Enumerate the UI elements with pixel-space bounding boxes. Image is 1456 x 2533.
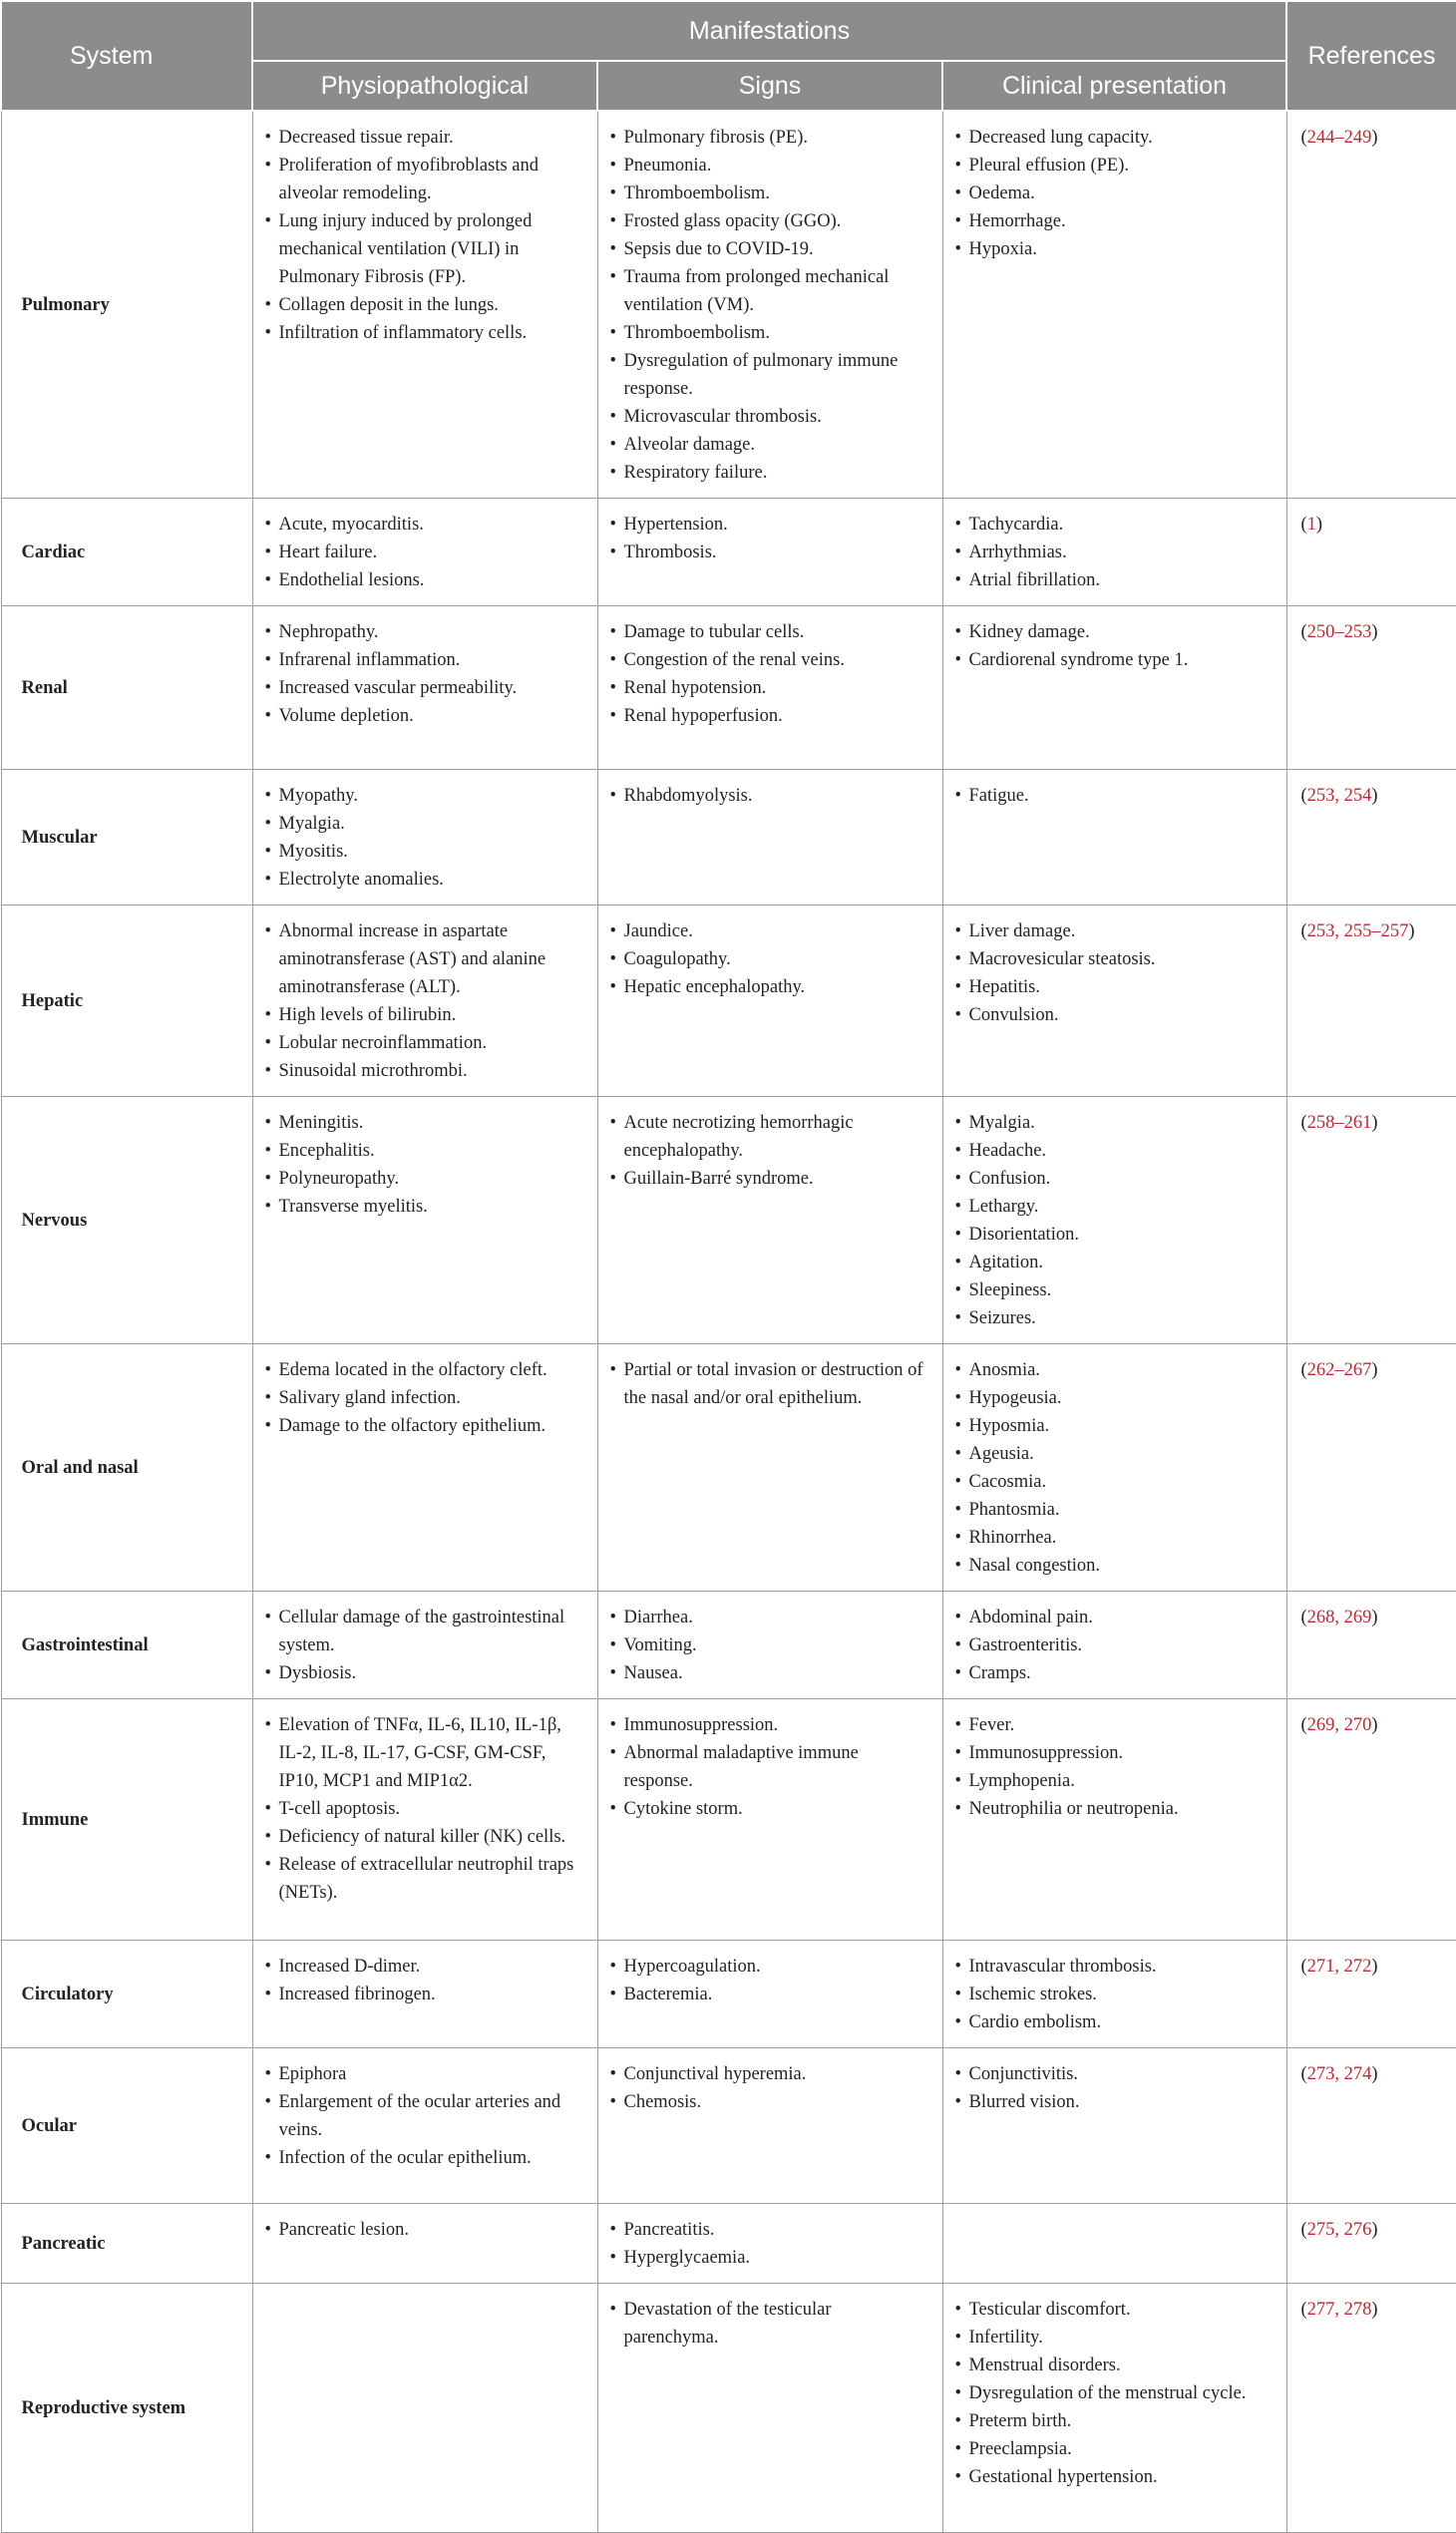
physio-list <box>265 618 585 730</box>
list-item: • Convulsion. <box>955 1001 1274 1029</box>
list-item: • Volume depletion. <box>265 702 585 730</box>
list-item: • Seizures. <box>955 1304 1274 1332</box>
physio-list <box>265 1604 585 1687</box>
clinical-list <box>955 917 1274 1029</box>
list-item: • Dysregulation of pulmonary immune response. <box>610 347 930 403</box>
list-item: • Guillain-Barré syndrome. <box>610 1165 930 1193</box>
list-item: • Nausea. <box>610 1659 930 1687</box>
signs-list <box>610 1356 930 1412</box>
list-item: • Renal hypoperfusion. <box>610 702 930 730</box>
list-item: • Dysregulation of the menstrual cycle. <box>955 2379 1274 2407</box>
list-item: • Gastroenteritis. <box>955 1631 1274 1659</box>
clinical-cell <box>942 1699 1286 1941</box>
signs-cell <box>597 1941 942 2048</box>
list-item: • Damage to tubular cells. <box>610 618 930 646</box>
header-references: References <box>1286 1 1456 111</box>
list-item: • Decreased tissue repair. <box>265 124 585 152</box>
clinical-cell <box>942 2048 1286 2204</box>
list-item: • Partial or total invasion or destruction of the nasal and/or oral epithelium. <box>610 1356 930 1412</box>
list-item: • Rhabdomyolysis. <box>610 782 930 810</box>
list-item: • Abnormal maladaptive immune response. <box>610 1739 930 1795</box>
list-item: • Intravascular thrombosis. <box>955 1953 1274 1981</box>
close-paren: ) <box>1408 921 1415 941</box>
references-cell <box>1286 2204 1456 2284</box>
open-paren: ( <box>1300 2220 1307 2240</box>
list-item: • Sleepiness. <box>955 1276 1274 1304</box>
table-row <box>1 1699 1456 1941</box>
clinical-cell <box>942 1344 1286 1592</box>
clinical-list <box>955 2060 1274 2116</box>
references-cell <box>1286 1699 1456 1941</box>
list-item: • Enlargement of the ocular arteries and veins. <box>265 2088 585 2144</box>
signs-cell <box>597 111 942 499</box>
open-paren: ( <box>1300 921 1307 941</box>
list-item: • Sinusoidal microthrombi. <box>265 1057 585 1085</box>
list-item: • Salivary gland infection. <box>265 1384 585 1412</box>
physio-cell <box>252 2204 597 2284</box>
list-item: • Thrombosis. <box>610 539 930 566</box>
clinical-cell <box>942 499 1286 606</box>
list-item: • Infrarenal inflammation. <box>265 646 585 674</box>
list-item: • Pneumonia. <box>610 152 930 180</box>
reference-link[interactable]: 1 <box>1306 515 1316 535</box>
close-paren: ) <box>1371 786 1378 806</box>
list-item: • Blurred vision. <box>955 2088 1274 2116</box>
signs-list <box>610 124 930 487</box>
signs-list <box>610 1953 930 2008</box>
system-cell: Gastrointestinal <box>1 1592 252 1699</box>
physio-list <box>265 1356 585 1440</box>
table-row <box>1 905 1456 1097</box>
list-item: • Immunosuppression. <box>610 1711 930 1739</box>
list-item: • Thromboembolism. <box>610 180 930 207</box>
header-physiopathological: Physiopathological <box>252 61 597 111</box>
signs-list <box>610 782 930 810</box>
physio-list <box>265 2060 585 2172</box>
system-cell: Reproductive system <box>1 2284 252 2533</box>
list-item: • Vomiting. <box>610 1631 930 1659</box>
reference-link[interactable]: 262–267 <box>1306 1360 1372 1380</box>
list-item: • Atrial fibrillation. <box>955 566 1274 594</box>
list-item: • Increased fibrinogen. <box>265 1981 585 2008</box>
reference-link[interactable]: 244–249 <box>1306 128 1372 148</box>
clinical-cell <box>942 1941 1286 2048</box>
list-item: • Preeclampsia. <box>955 2435 1274 2463</box>
clinical-cell <box>942 905 1286 1097</box>
list-item: • Devastation of the testicular parenchyma. <box>610 2296 930 2352</box>
clinical-list <box>955 511 1274 594</box>
signs-cell <box>597 2204 942 2284</box>
references-cell <box>1286 1592 1456 1699</box>
system-cell: Pancreatic <box>1 2204 252 2284</box>
list-item: • Anosmia. <box>955 1356 1274 1384</box>
list-item: • Collagen deposit in the lungs. <box>265 291 585 319</box>
list-item: • Macrovesicular steatosis. <box>955 945 1274 973</box>
system-cell: Hepatic <box>1 905 252 1097</box>
list-item: • Deficiency of natural killer (NK) cells. <box>265 1823 585 1851</box>
list-item: • Hyperglycaemia. <box>610 2244 930 2272</box>
references-cell <box>1286 2048 1456 2204</box>
list-item: • Hypercoagulation. <box>610 1953 930 1981</box>
signs-list <box>610 1604 930 1687</box>
list-item: • Neutrophilia or neutropenia. <box>955 1795 1274 1823</box>
references-cell <box>1286 905 1456 1097</box>
list-item: • Preterm birth. <box>955 2407 1274 2435</box>
table-row <box>1 2284 1456 2533</box>
header-system: System <box>1 1 252 111</box>
list-item: • Liver damage. <box>955 917 1274 945</box>
close-paren: ) <box>1371 2064 1378 2084</box>
list-item: • Arrhythmias. <box>955 539 1274 566</box>
physio-cell <box>252 1344 597 1592</box>
list-item: • Fatigue. <box>955 782 1274 810</box>
open-paren: ( <box>1300 515 1307 535</box>
list-item: • Transverse myelitis. <box>265 1193 585 1221</box>
signs-list <box>610 1711 930 1823</box>
physio-list <box>265 511 585 594</box>
table-row <box>1 1592 1456 1699</box>
list-item: • Hemorrhage. <box>955 207 1274 235</box>
clinical-list <box>955 1356 1274 1580</box>
list-item: • Acute, myocarditis. <box>265 511 585 539</box>
physio-cell <box>252 905 597 1097</box>
clinical-list <box>955 1711 1274 1823</box>
table-row <box>1 1344 1456 1592</box>
references-cell <box>1286 2284 1456 2533</box>
clinical-list <box>955 124 1274 263</box>
physio-cell <box>252 111 597 499</box>
table-body <box>1 111 1456 2533</box>
list-item: • Frosted glass opacity (GGO). <box>610 207 930 235</box>
list-item: • Ischemic strokes. <box>955 1981 1274 2008</box>
references-cell <box>1286 770 1456 905</box>
physio-list <box>265 917 585 1085</box>
close-paren: ) <box>1371 128 1378 148</box>
list-item: • Myositis. <box>265 838 585 866</box>
signs-list <box>610 2060 930 2116</box>
clinical-list <box>955 1109 1274 1332</box>
list-item: • Acute necrotizing hemorrhagic encephalopathy. <box>610 1109 930 1165</box>
system-cell: Immune <box>1 1699 252 1941</box>
list-item: • Cardio embolism. <box>955 2008 1274 2036</box>
list-item: • Hyposmia. <box>955 1412 1274 1440</box>
list-item: • Infiltration of inflammatory cells. <box>265 319 585 347</box>
list-item: • Elevation of TNFα, IL-6, IL10, IL-1β, IL-2, IL-8, IL-17, G-CSF, GM-CSF, IP10, MCP1 and MIP1α2. <box>265 1711 585 1795</box>
list-item: • Disorientation. <box>955 1221 1274 1249</box>
list-item: • Headache. <box>955 1137 1274 1165</box>
list-item: • Chemosis. <box>610 2088 930 2116</box>
signs-cell <box>597 1699 942 1941</box>
list-item: • Hepatitis. <box>955 973 1274 1001</box>
table-row <box>1 770 1456 905</box>
system-cell: Muscular <box>1 770 252 905</box>
signs-cell <box>597 499 942 606</box>
system-cell: Cardiac <box>1 499 252 606</box>
clinical-list <box>955 618 1274 674</box>
references-cell <box>1286 1941 1456 2048</box>
close-paren: ) <box>1371 2300 1378 2320</box>
header-signs: Signs <box>597 61 942 111</box>
physio-cell <box>252 770 597 905</box>
open-paren: ( <box>1300 1113 1307 1133</box>
list-item: • Edema located in the olfactory cleft. <box>265 1356 585 1384</box>
list-item: • Damage to the olfactory epithelium. <box>265 1412 585 1440</box>
table-row <box>1 111 1456 499</box>
list-item: • Ageusia. <box>955 1440 1274 1468</box>
open-paren: ( <box>1300 622 1307 642</box>
list-item: • Infertility. <box>955 2324 1274 2352</box>
physio-list <box>265 782 585 894</box>
list-item: • Polyneuropathy. <box>265 1165 585 1193</box>
list-item: • Hypertension. <box>610 511 930 539</box>
system-cell: Renal <box>1 606 252 770</box>
signs-cell <box>597 905 942 1097</box>
list-item: • T-cell apoptosis. <box>265 1795 585 1823</box>
list-item: • Lymphopenia. <box>955 1767 1274 1795</box>
table-row <box>1 2204 1456 2284</box>
references-cell <box>1286 499 1456 606</box>
signs-list <box>610 917 930 1001</box>
signs-cell <box>597 770 942 905</box>
clinical-cell <box>942 2204 1286 2284</box>
reference-link[interactable]: 277, 278 <box>1306 2300 1372 2320</box>
physio-cell <box>252 2048 597 2204</box>
list-item: • Proliferation of myofibroblasts and alveolar remodeling. <box>265 152 585 207</box>
list-item: • Increased vascular permeability. <box>265 674 585 702</box>
open-paren: ( <box>1300 128 1307 148</box>
list-item: • Phantosmia. <box>955 1496 1274 1524</box>
list-item: • Decreased lung capacity. <box>955 124 1274 152</box>
close-paren: ) <box>1315 515 1323 535</box>
signs-list <box>610 2216 930 2272</box>
signs-cell <box>597 1344 942 1592</box>
clinical-cell <box>942 2284 1286 2533</box>
list-item: • Meningitis. <box>265 1109 585 1137</box>
list-item: • Thromboembolism. <box>610 319 930 347</box>
list-item: • Microvascular thrombosis. <box>610 403 930 431</box>
close-paren: ) <box>1371 2220 1378 2240</box>
reference-link[interactable]: 269, 270 <box>1306 1715 1372 1735</box>
list-item: • Infection of the ocular epithelium. <box>265 2144 585 2172</box>
list-item: • Diarrhea. <box>610 1604 930 1631</box>
list-item: • Testicular discomfort. <box>955 2296 1274 2324</box>
list-item: • Tachycardia. <box>955 511 1274 539</box>
physio-cell <box>252 1699 597 1941</box>
list-item: • Sepsis due to COVID-19. <box>610 235 930 263</box>
list-item: • High levels of bilirubin. <box>265 1001 585 1029</box>
close-paren: ) <box>1371 1360 1378 1380</box>
list-item: • Epiphora <box>265 2060 585 2088</box>
list-item: • Nephropathy. <box>265 618 585 646</box>
clinical-cell <box>942 1097 1286 1344</box>
close-paren: ) <box>1371 1608 1378 1628</box>
physio-cell <box>252 1941 597 2048</box>
list-item: • Oedema. <box>955 180 1274 207</box>
signs-list <box>610 1109 930 1193</box>
list-item: • Dysbiosis. <box>265 1659 585 1687</box>
list-item: • Lung injury induced by prolonged mechanical ventilation (VILI) in Pulmonary Fibrosis (FP). <box>265 207 585 291</box>
reference-link[interactable]: 268, 269 <box>1306 1608 1372 1628</box>
list-item: • Abnormal increase in aspartate aminotransferase (AST) and alanine aminotransferase (ALT). <box>265 917 585 1001</box>
list-item: • Coagulopathy. <box>610 945 930 973</box>
physio-cell <box>252 2284 597 2533</box>
list-item: • Confusion. <box>955 1165 1274 1193</box>
close-paren: ) <box>1371 1957 1378 1977</box>
table-row <box>1 606 1456 770</box>
list-item: • Respiratory failure. <box>610 459 930 487</box>
reference-link[interactable]: 258–261 <box>1306 1113 1372 1133</box>
system-cell: Nervous <box>1 1097 252 1344</box>
physio-list <box>265 1711 585 1907</box>
list-item: • Bacteremia. <box>610 1981 930 2008</box>
clinical-cell <box>942 770 1286 905</box>
system-cell: Ocular <box>1 2048 252 2204</box>
reference-link[interactable]: 275, 276 <box>1306 2220 1372 2240</box>
list-item: • Conjunctival hyperemia. <box>610 2060 930 2088</box>
physio-list <box>265 1953 585 2008</box>
open-paren: ( <box>1300 2064 1307 2084</box>
clinical-list <box>955 1604 1274 1687</box>
signs-list <box>610 2296 930 2352</box>
list-item: • Cytokine storm. <box>610 1795 930 1823</box>
table-row <box>1 499 1456 606</box>
list-item: • Lobular necroinflammation. <box>265 1029 585 1057</box>
list-item: • Pleural effusion (PE). <box>955 152 1274 180</box>
clinical-cell <box>942 1592 1286 1699</box>
signs-list <box>610 511 930 566</box>
list-item: • Menstrual disorders. <box>955 2352 1274 2379</box>
list-item: • Congestion of the renal veins. <box>610 646 930 674</box>
list-item: • Encephalitis. <box>265 1137 585 1165</box>
list-item: • Abdominal pain. <box>955 1604 1274 1631</box>
list-item: • Hepatic encephalopathy. <box>610 973 930 1001</box>
list-item: • Myopathy. <box>265 782 585 810</box>
signs-list <box>610 618 930 730</box>
signs-cell <box>597 2284 942 2533</box>
table-row <box>1 1097 1456 1344</box>
list-item: • Immunosuppression. <box>955 1739 1274 1767</box>
list-item: • Fever. <box>955 1711 1274 1739</box>
signs-cell <box>597 2048 942 2204</box>
list-item: • Hypoxia. <box>955 235 1274 263</box>
list-item: • Renal hypotension. <box>610 674 930 702</box>
list-item: • Pulmonary fibrosis (PE). <box>610 124 930 152</box>
list-item: • Kidney damage. <box>955 618 1274 646</box>
list-item: • Electrolyte anomalies. <box>265 866 585 894</box>
references-cell <box>1286 111 1456 499</box>
list-item: • Agitation. <box>955 1249 1274 1276</box>
list-item: • Pancreatitis. <box>610 2216 930 2244</box>
list-item: • Heart failure. <box>265 539 585 566</box>
list-item: • Increased D-dimer. <box>265 1953 585 1981</box>
system-cell: Pulmonary <box>1 111 252 499</box>
list-item: • Endothelial lesions. <box>265 566 585 594</box>
reference-link[interactable]: 253, 255–257 <box>1306 921 1409 941</box>
signs-cell <box>597 1097 942 1344</box>
open-paren: ( <box>1300 1957 1307 1977</box>
list-item: • Release of extracellular neutrophil traps (NETs). <box>265 1851 585 1907</box>
close-paren: ) <box>1371 1715 1378 1735</box>
list-item: • Trauma from prolonged mechanical ventilation (VM). <box>610 263 930 319</box>
reference-link[interactable]: 250–253 <box>1306 622 1372 642</box>
system-cell: Circulatory <box>1 1941 252 2048</box>
open-paren: ( <box>1300 1715 1307 1735</box>
physio-cell <box>252 1592 597 1699</box>
signs-cell <box>597 606 942 770</box>
close-paren: ) <box>1371 622 1378 642</box>
list-item: • Jaundice. <box>610 917 930 945</box>
list-item: • Cellular damage of the gastrointestinal system. <box>265 1604 585 1659</box>
references-cell <box>1286 1344 1456 1592</box>
references-cell <box>1286 1097 1456 1344</box>
open-paren: ( <box>1300 1608 1307 1628</box>
table-row <box>1 2048 1456 2204</box>
reference-link[interactable]: 253, 254 <box>1306 786 1372 806</box>
physio-cell <box>252 606 597 770</box>
signs-cell <box>597 1592 942 1699</box>
close-paren: ) <box>1371 1113 1378 1133</box>
list-item: • Myalgia. <box>955 1109 1274 1137</box>
clinical-cell <box>942 606 1286 770</box>
list-item: • Cramps. <box>955 1659 1274 1687</box>
list-item: • Conjunctivitis. <box>955 2060 1274 2088</box>
open-paren: ( <box>1300 2300 1307 2320</box>
system-cell: Oral and nasal <box>1 1344 252 1592</box>
table-row <box>1 1941 1456 2048</box>
reference-link[interactable]: 273, 274 <box>1306 2064 1372 2084</box>
header-clinical-presentation: Clinical presentation <box>942 61 1286 111</box>
physio-cell <box>252 1097 597 1344</box>
list-item: • Lethargy. <box>955 1193 1274 1221</box>
list-item: • Myalgia. <box>265 810 585 838</box>
open-paren: ( <box>1300 1360 1307 1380</box>
list-item: • Cacosmia. <box>955 1468 1274 1496</box>
clinical-list <box>955 1953 1274 2036</box>
header-manifestations: Manifestations <box>252 1 1286 61</box>
clinical-list <box>955 782 1274 810</box>
list-item: • Gestational hypertension. <box>955 2463 1274 2491</box>
reference-link[interactable]: 271, 272 <box>1306 1957 1372 1977</box>
references-cell <box>1286 606 1456 770</box>
clinical-cell <box>942 111 1286 499</box>
list-item: • Pancreatic lesion. <box>265 2216 585 2244</box>
list-item: • Hypogeusia. <box>955 1384 1274 1412</box>
list-item: • Alveolar damage. <box>610 431 930 459</box>
physio-list <box>265 124 585 347</box>
physio-cell <box>252 499 597 606</box>
physio-list <box>265 2216 585 2244</box>
open-paren: ( <box>1300 786 1307 806</box>
list-item: • Rhinorrhea. <box>955 1524 1274 1552</box>
physio-list <box>265 1109 585 1221</box>
list-item: • Cardiorenal syndrome type 1. <box>955 646 1274 674</box>
clinical-list <box>955 2296 1274 2491</box>
list-item: • Nasal congestion. <box>955 1552 1274 1580</box>
